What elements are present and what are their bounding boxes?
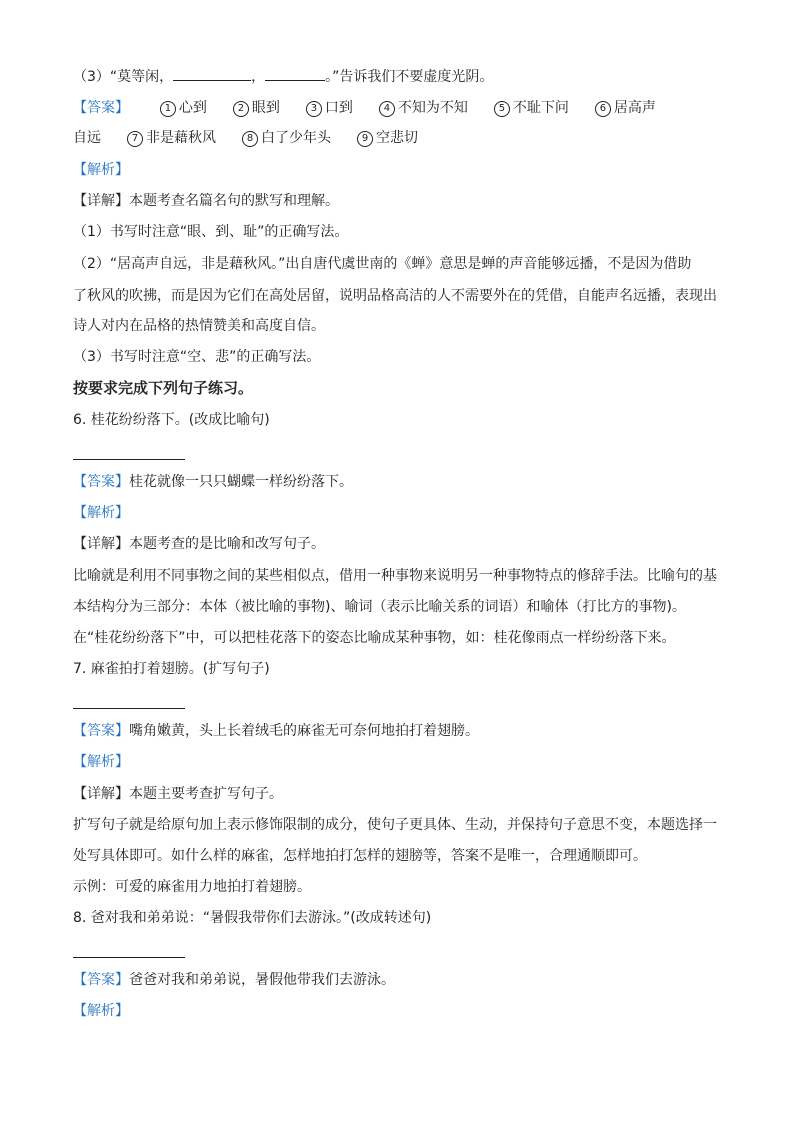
detail-6-p1a: 比喻就是利用不同事物之间的某些相似点，借用一种事物来说明另一种事物特点的修辞手法。比喻句的基: [73, 568, 717, 584]
detail-6-p2: 在“桂花纷纷落下”中，可以把桂花落下的姿态比喻成某种事物，如：桂花像雨点一样纷纷落下来。: [73, 630, 676, 646]
detail-tag: 【详解】: [73, 536, 129, 552]
detail-6: [73, 534, 733, 554]
answer-block-1-cont: [73, 128, 733, 148]
answer-item-text: 不知为不知: [397, 100, 468, 116]
answer-item-text: 空悲切: [376, 130, 418, 146]
answer-block-1: [73, 98, 733, 118]
answer-tag: 【答案】: [73, 474, 129, 490]
answer-6: [73, 472, 733, 492]
detail-text: 本题考查名篇名句的默写和理解。: [129, 193, 339, 209]
answer-item: [595, 100, 656, 116]
section-title: 按要求完成下列句子练习。: [73, 379, 254, 397]
answer-item: [127, 130, 216, 146]
answer-item: [379, 100, 468, 116]
analysis-tag: 【解析】: [73, 162, 129, 178]
circled-number-icon: 8: [242, 131, 258, 147]
answer-tag: 【答案】: [73, 972, 129, 988]
answer-item: [73, 130, 101, 146]
answer-line-8[interactable]: [73, 957, 185, 958]
answer-item: [357, 130, 418, 146]
answer-item-text: 白了少年头: [261, 130, 331, 146]
answer-item: [233, 100, 280, 116]
circled-number-icon: 2: [233, 101, 249, 117]
analysis-tag: 【解析】: [73, 1003, 129, 1019]
answer-blank-1[interactable]: [173, 66, 251, 81]
detail-1-p3: （3）书写时注意“空、悲”的正确写法。: [73, 349, 321, 365]
question-3-prefix: （3）“莫等闲，: [73, 69, 174, 85]
answer-line-6[interactable]: [73, 459, 185, 460]
circled-number-icon: 3: [306, 101, 322, 117]
circled-number-icon: 9: [357, 131, 373, 147]
detail-1-intro: [73, 191, 733, 211]
detail-7-p1b: 处写具体即可。如什么样的麻雀，怎样地拍打怎样的翅膀等，答案不是唯一，合理通顺即可。: [73, 848, 647, 864]
detail-6-p1b: 本结构分为三部分：本体（被比喻的事物)、喻词（表示比喻关系的词语）和喻体（打比方的事物)。: [73, 599, 686, 615]
answer-item-text: 眼到: [251, 100, 280, 116]
detail-1-p2b: 了秋风的吹拂，而是因为它们在高处居留，说明品格高洁的人不需要外在的凭借，自能声名远播，表现出: [73, 288, 717, 304]
circled-number-icon: 4: [379, 101, 395, 117]
detail-tag: 【详解】: [73, 193, 129, 209]
answer-text: 嘴角嫩黄，头上长着绒毛的麻雀无可奈何地拍打着翅膀。: [129, 723, 479, 739]
answer-item-text: 自远: [73, 130, 101, 146]
answer-item: [494, 100, 569, 116]
answer-tag: 【答案】: [73, 723, 129, 739]
answer-item-text: 不耻下问: [512, 100, 569, 116]
answer-item-text: 非是藉秋风: [146, 130, 216, 146]
answer-item: [160, 100, 207, 116]
answer-text: 桂花就像一只只蝴蝶一样纷纷落下。: [129, 474, 353, 490]
question-7: 7. 麻雀拍打着翅膀。(扩写句子): [73, 661, 270, 677]
detail-text: 本题考查的是比喻和改写句子。: [129, 536, 325, 552]
circled-number-icon: 5: [494, 101, 510, 117]
answer-item-text: 居高声: [613, 100, 656, 116]
detail-7-p1a: 扩写句子就是给原句加上表示修饰限制的成分，使句子更具体、生动，并保持句子意思不变，本题选择一: [73, 817, 717, 833]
detail-1-p2a: （2）“居高声自远，非是藉秋风。”出自唐代虞世南的《蝉》意思是蝉的声音能够远播，不是因为借助: [73, 256, 692, 272]
answer-8: [73, 970, 733, 990]
question-6: 6. 桂花纷纷落下。(改成比喻句): [73, 412, 270, 428]
answer-text: 爸爸对我和弟弟说，暑假他带我们去游泳。: [129, 972, 395, 988]
analysis-tag: 【解析】: [73, 505, 129, 521]
question-3-separator: ，: [251, 69, 266, 85]
detail-7: [73, 784, 733, 804]
circled-number-icon: 7: [127, 131, 143, 147]
analysis-tag: 【解析】: [73, 754, 129, 770]
detail-text: 本题主要考查扩写句子。: [129, 786, 283, 802]
detail-tag: 【详解】: [73, 786, 129, 802]
answer-line-7[interactable]: [73, 708, 185, 709]
detail-7-p2: 示例：可爱的麻雀用力地拍打着翅膀。: [73, 879, 311, 895]
answer-item: [242, 130, 331, 146]
answer-item-text: 口到: [324, 100, 353, 116]
answer-7: [73, 721, 733, 741]
answer-tag: 【答案】: [73, 100, 129, 116]
detail-1-p1: （1）书写时注意“眼、到、耻”的正确写法。: [73, 224, 349, 240]
question-3-suffix: 。”告诉我们不要虚度光阴。: [325, 69, 494, 85]
circled-number-icon: 1: [160, 101, 176, 117]
answer-blank-2[interactable]: [265, 66, 325, 81]
answer-item: [306, 100, 353, 116]
answer-item-text: 心到: [178, 100, 207, 116]
question-8: 8. 爸对我和弟弟说：“暑假我带你们去游泳。”(改成转述句): [73, 910, 432, 926]
circled-number-icon: 6: [595, 101, 611, 117]
question-3: [73, 66, 733, 87]
detail-1-p2c: 诗人对内在品格的热情赞美和高度自信。: [73, 318, 325, 334]
